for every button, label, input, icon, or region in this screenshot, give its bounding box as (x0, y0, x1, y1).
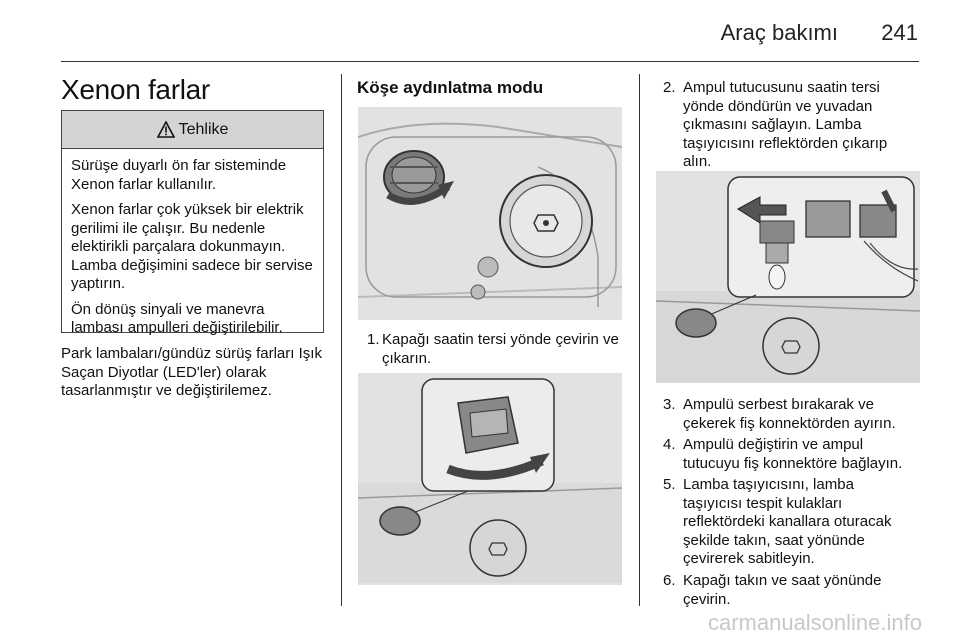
step-number: 6. (663, 572, 676, 589)
section-title: Xenon farlar (61, 74, 210, 105)
running-header-title: Araç bakımı (720, 20, 838, 45)
step-number: 4. (663, 436, 676, 453)
warning-paragraph: Ön dönüş sinyali ve manevra lambası ampulleri değiştirilebilir. (71, 300, 283, 336)
figure-cover-rotation (358, 373, 622, 585)
step-text: Ampulü değiştirin ve ampul tutucuyu fiş konnektöre bağlayın. (683, 436, 903, 472)
step-text: Ampulü serbest bırakarak ve çekerek fiş konnektörden ayırın. (683, 396, 896, 432)
column-divider-right (639, 74, 640, 606)
warning-title: Tehlike (178, 120, 229, 138)
steps-list (663, 396, 925, 606)
step-number: 1. (367, 331, 380, 348)
subsection-title: Köşe aydınlatma modu (357, 78, 544, 97)
warning-triangle-icon (157, 121, 175, 138)
warning-box (61, 110, 324, 336)
step-text: Kapağı saatin tersi yönde çevirin ve çıkarın. (382, 331, 619, 367)
warning-header (62, 111, 323, 149)
step-number: 2. (663, 79, 676, 96)
step-1 (357, 331, 627, 371)
step-number: 3. (663, 396, 676, 413)
watermark: carmanualsonline.info (707, 610, 922, 635)
header-rule (61, 61, 919, 62)
step-2 (663, 79, 923, 174)
step-number: 5. (663, 476, 676, 493)
warning-paragraph: Xenon farlar çok yüksek bir elektrik gerilimi ile çalışır. Bu nedenle elektirikli parçalara dokunmayın. Lamba değişimini sadece bir servise yaptırın. (71, 201, 313, 292)
step-text: Ampul tutucusunu saatin tersi yönde döndürün ve yuvadan çıkmasını sağlayın. Lamba taşıyıcısını reflektörden çıkarıp alın. (683, 79, 888, 170)
column-divider-left (341, 74, 342, 606)
figure-bulb-holder (656, 171, 920, 383)
step-text: Lamba taşıyıcısını, lamba taşıyıcısı tespit kulakları reflektördeki kanallara oturacak şekilde takın, saat yönünde çevirerek sabitleyin. (683, 476, 892, 567)
body-paragraph: Park lambaları/gündüz sürüş farları Işık Saçan Diyotlar (LED'ler) olarak tasarlanmıştır ve değiştirilemez. (61, 345, 322, 399)
step-text: Kapağı takın ve saat yönünde çevirin. (683, 572, 882, 608)
warning-paragraph: Sürüşe duyarlı ön far sisteminde Xenon farlar kullanılır. (71, 157, 287, 193)
figure-headlamp-cover (358, 107, 622, 320)
page-number: 241 (881, 20, 918, 45)
